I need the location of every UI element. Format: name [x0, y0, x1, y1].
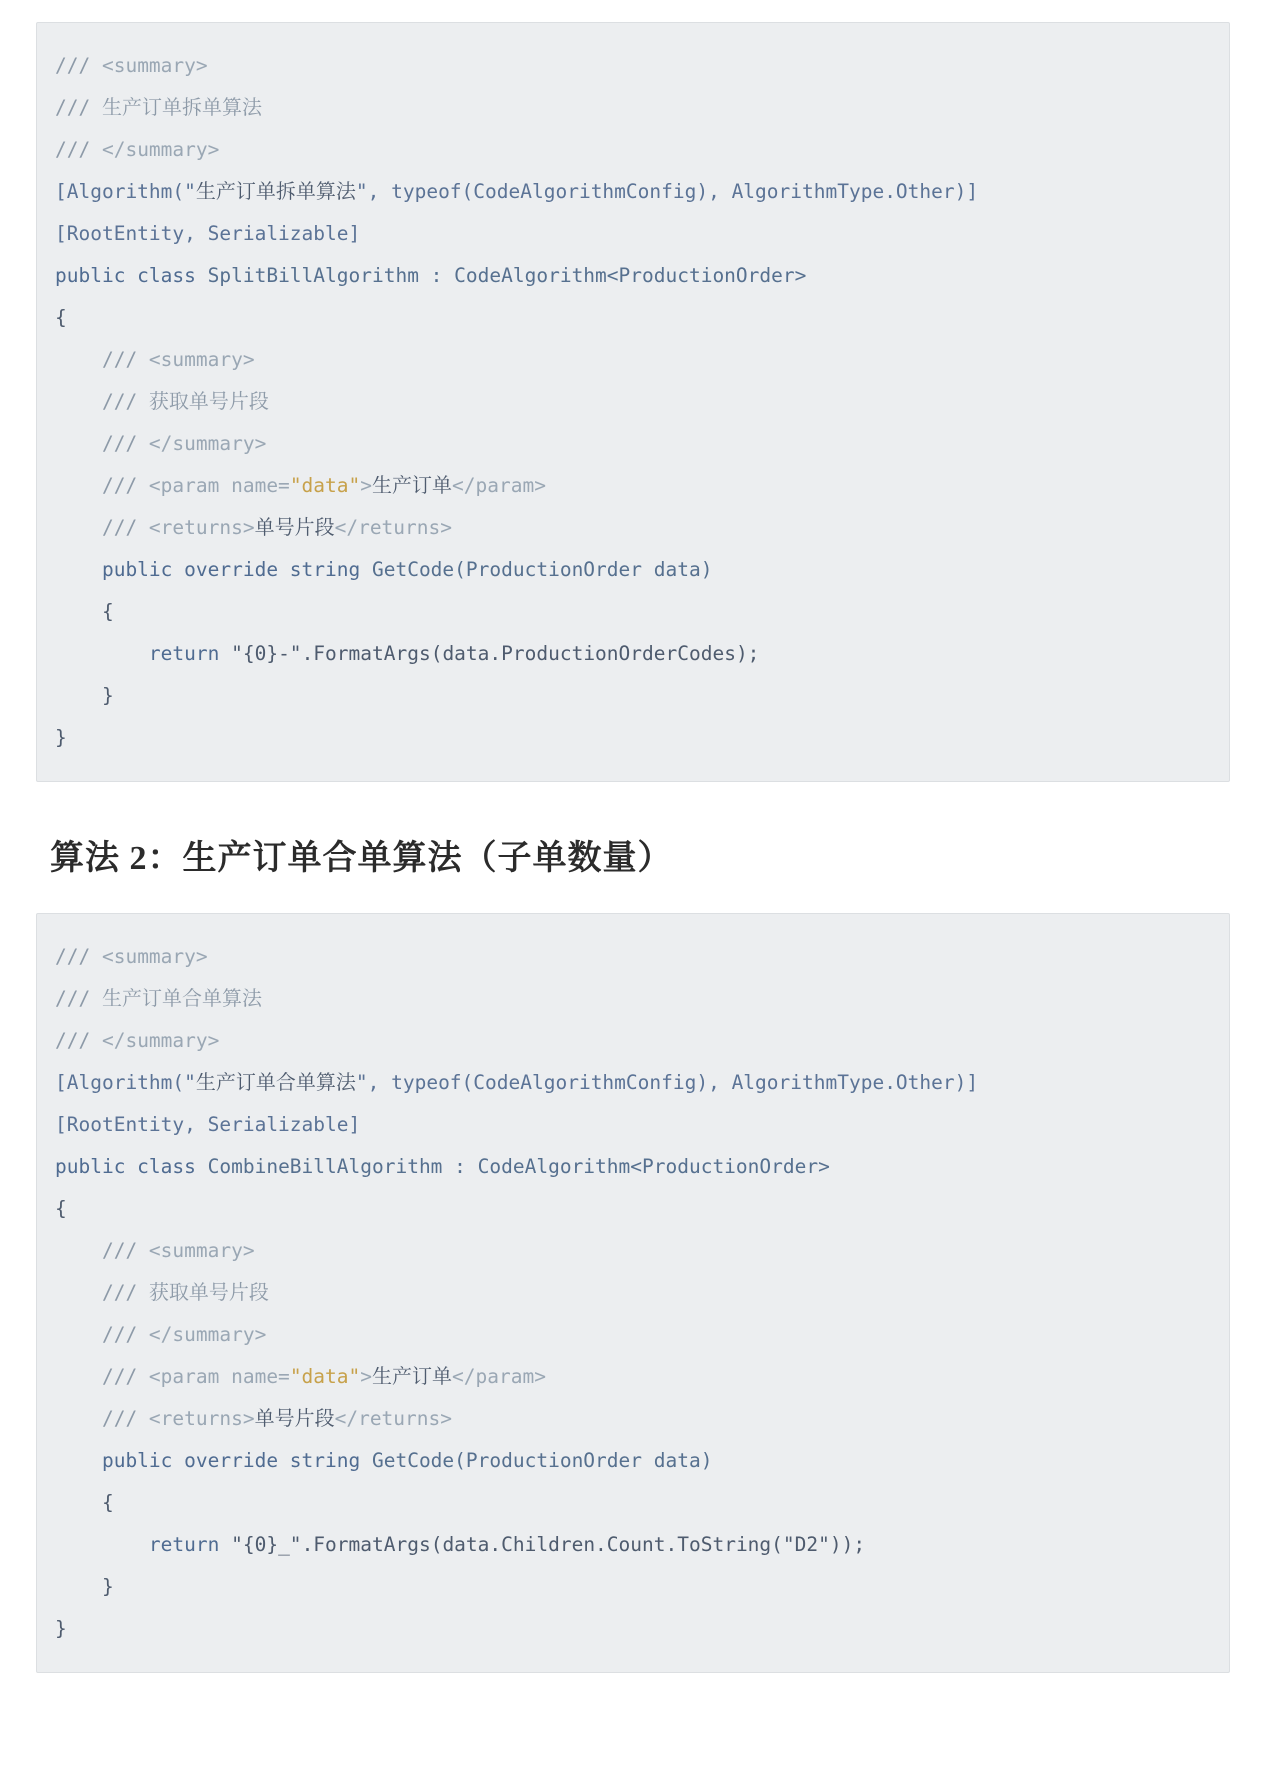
- code-token: "{0}-": [231, 642, 302, 665]
- code-line: [55, 255, 1211, 297]
- code-line: [55, 1398, 1211, 1440]
- code-token: }: [55, 684, 114, 707]
- code-token: ///: [55, 474, 149, 497]
- code-token: ///: [55, 1407, 149, 1430]
- code-token: ///: [55, 138, 102, 161]
- code-token: 单号片段: [254, 1408, 335, 1430]
- code-token: "data": [289, 474, 361, 497]
- code-token: ///: [55, 945, 102, 968]
- code-line: [55, 1356, 1211, 1398]
- code-line: [55, 936, 1211, 978]
- code-token: public override string: [55, 1449, 372, 1472]
- code-line: [55, 1272, 1211, 1314]
- code-token: </summary>: [148, 1323, 267, 1346]
- code-line: [55, 381, 1211, 423]
- code-line: [55, 1524, 1211, 1566]
- code-token: ///: [55, 516, 149, 539]
- code-line: [55, 465, 1211, 507]
- code-token: GetCode(ProductionOrder data): [371, 1449, 713, 1472]
- code-token: <summary>: [101, 945, 208, 968]
- code-token: <summary>: [148, 348, 255, 371]
- code-token: ///: [55, 1281, 149, 1304]
- code-line: [55, 339, 1211, 381]
- code-token: return: [55, 1533, 232, 1556]
- code-token: ///: [55, 54, 102, 77]
- code-token: SplitBillAlgorithm : CodeAlgorithm<ProductionOrder>: [207, 264, 807, 287]
- code-token: 获取单号片段: [148, 1282, 269, 1304]
- code-token: {: [55, 600, 114, 623]
- code-token: [RootEntity, Serializable]: [55, 1113, 361, 1136]
- code-line: [55, 978, 1211, 1020]
- code-token: ///: [55, 1239, 149, 1262]
- code-line: [55, 1482, 1211, 1524]
- code-line: [55, 213, 1211, 255]
- code-token: ///: [55, 987, 102, 1010]
- code-line: [55, 1020, 1211, 1062]
- code-token: 生产订单合单算法: [101, 988, 262, 1010]
- code-line: [55, 1440, 1211, 1482]
- code-token: >: [360, 1365, 373, 1388]
- code-token: [Algorithm(: [55, 180, 185, 203]
- code-line: [55, 171, 1211, 213]
- code-token: ///: [55, 390, 149, 413]
- code-token: ", typeof(CodeAlgorithmConfig), AlgorithmType.Other)]: [355, 180, 979, 203]
- code-token: <returns>: [148, 1407, 255, 1430]
- code-token: 单号片段: [254, 517, 335, 539]
- code-line: [55, 129, 1211, 171]
- code-token: "data": [289, 1365, 361, 1388]
- code-token: {: [55, 1197, 67, 1220]
- code-token: ", typeof(CodeAlgorithmConfig), AlgorithmType.Other)]: [355, 1071, 979, 1094]
- code-line: [55, 45, 1211, 87]
- code-token: <summary>: [101, 54, 208, 77]
- code-line: [55, 1608, 1211, 1650]
- code-line: [55, 297, 1211, 339]
- code-token: 生产订单拆单算法: [195, 181, 356, 203]
- code-token: <param name=: [148, 1365, 290, 1388]
- code-token: ///: [55, 1029, 102, 1052]
- code-line: [55, 717, 1211, 759]
- code-token: ///: [55, 432, 149, 455]
- code-token: ///: [55, 348, 149, 371]
- code-token: 生产订单合单算法: [195, 1072, 356, 1094]
- code-token: <returns>: [148, 516, 255, 539]
- code-line: [55, 1230, 1211, 1272]
- code-line: [55, 87, 1211, 129]
- code-token: }: [55, 726, 67, 749]
- code-block-combine-bill-algorithm: [36, 913, 1230, 1673]
- code-token: GetCode(ProductionOrder data): [371, 558, 713, 581]
- code-token: ///: [55, 96, 102, 119]
- code-token: ": [184, 1071, 196, 1094]
- code-token: <param name=: [148, 474, 290, 497]
- code-token: >: [360, 474, 373, 497]
- code-line: [55, 507, 1211, 549]
- code-token: </returns>: [334, 1407, 452, 1430]
- code-token: </param>: [452, 1365, 546, 1388]
- code-token: }: [55, 1617, 67, 1640]
- code-token: public class: [55, 1155, 208, 1178]
- code-token: 生产订单拆单算法: [101, 97, 262, 119]
- code-line: [55, 591, 1211, 633]
- code-line: [55, 549, 1211, 591]
- code-token: {: [55, 306, 67, 329]
- code-token: 获取单号片段: [148, 391, 269, 413]
- code-token: .FormatArgs(data.ProductionOrderCodes);: [301, 642, 760, 665]
- code-line: [55, 1566, 1211, 1608]
- code-token: [RootEntity, Serializable]: [55, 222, 361, 245]
- code-line: [55, 633, 1211, 675]
- code-line: [55, 1104, 1211, 1146]
- code-line: [55, 1062, 1211, 1104]
- code-token: <summary>: [148, 1239, 255, 1262]
- code-line: [55, 423, 1211, 465]
- code-token: CombineBillAlgorithm : CodeAlgorithm<ProductionOrder>: [207, 1155, 830, 1178]
- code-token: ///: [55, 1365, 149, 1388]
- code-token: {: [55, 1491, 114, 1514]
- code-token: public override string: [55, 558, 372, 581]
- code-token: </returns>: [334, 516, 452, 539]
- code-block-split-bill-algorithm: [36, 22, 1230, 782]
- code-token: </summary>: [101, 1029, 220, 1052]
- code-token: </summary>: [101, 138, 220, 161]
- code-token: ///: [55, 1323, 149, 1346]
- code-token: "{0}_": [231, 1533, 302, 1556]
- code-line: [55, 1314, 1211, 1356]
- code-token: 生产订单: [372, 475, 453, 497]
- code-token: public class: [55, 264, 208, 287]
- code-token: ": [184, 180, 196, 203]
- code-token: 生产订单: [372, 1366, 453, 1388]
- section-heading-algorithm-2: 算法 2：生产订单合单算法（子单数量）: [50, 840, 673, 877]
- code-token: [Algorithm(: [55, 1071, 185, 1094]
- code-line: [55, 1188, 1211, 1230]
- code-token: </param>: [452, 474, 546, 497]
- code-token: </summary>: [148, 432, 267, 455]
- code-token: return: [55, 642, 232, 665]
- code-line: [55, 1146, 1211, 1188]
- code-line: [55, 675, 1211, 717]
- code-token: .FormatArgs(data.Children.Count.ToString("D2"));: [301, 1533, 866, 1556]
- code-token: }: [55, 1575, 114, 1598]
